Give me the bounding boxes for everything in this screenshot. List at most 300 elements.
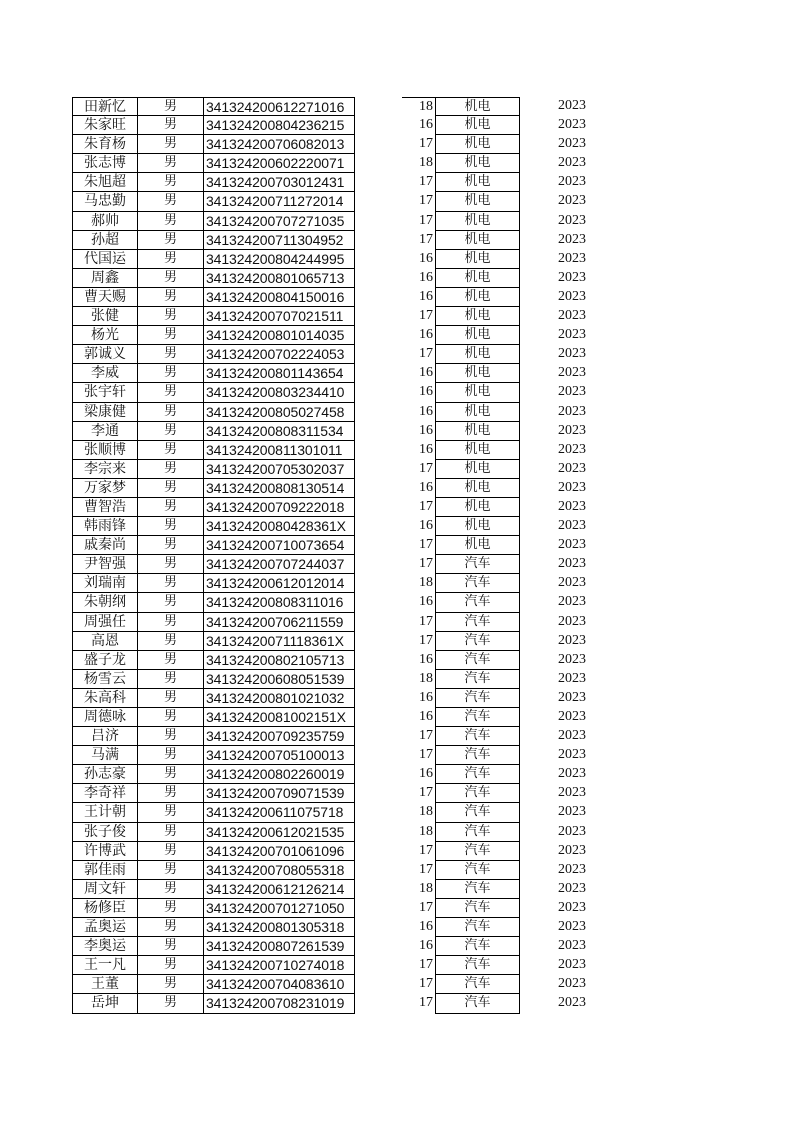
id-number-cell: 341324200811301011 — [204, 441, 355, 460]
id-number-cell: 341324200709071539 — [204, 784, 355, 803]
major-cell: 汽车 — [436, 918, 520, 937]
age-cell: 18 — [402, 154, 436, 173]
major-cell: 汽车 — [436, 613, 520, 632]
age-cell: 17 — [402, 536, 436, 555]
spacer — [355, 231, 402, 250]
age-cell: 16 — [402, 593, 436, 612]
student-name-cell: 郭佳雨 — [72, 861, 138, 880]
age-cell: 16 — [402, 918, 436, 937]
student-name-cell: 李奇祥 — [72, 784, 138, 803]
gender-cell: 男 — [138, 192, 204, 211]
student-name-cell: 张子俊 — [72, 823, 138, 842]
spacer — [355, 994, 402, 1013]
student-name-cell: 韩雨锋 — [72, 517, 138, 536]
enrollment-year-cell: 2023 — [558, 441, 586, 457]
enrollment-year-cell: 2023 — [558, 288, 586, 304]
spacer — [355, 154, 402, 173]
table-row — [72, 670, 604, 689]
age-cell: 16 — [402, 269, 436, 288]
table-row — [72, 823, 604, 842]
id-number-cell: 341324200802260019 — [204, 765, 355, 784]
student-name-cell: 岳坤 — [72, 994, 138, 1013]
enrollment-year-cell: 2023 — [558, 250, 586, 266]
enrollment-year-cell: 2023 — [558, 403, 586, 419]
spacer — [355, 727, 402, 746]
enrollment-year-cell: 2023 — [558, 498, 586, 514]
major-cell: 汽车 — [436, 899, 520, 918]
id-number-cell: 341324200612271016 — [204, 97, 355, 116]
table-row — [72, 975, 604, 994]
major-cell: 机电 — [436, 135, 520, 154]
student-name-cell: 田新忆 — [72, 97, 138, 116]
spacer — [355, 937, 402, 956]
student-name-cell: 张宇轩 — [72, 383, 138, 402]
gender-cell: 男 — [138, 135, 204, 154]
student-name-cell: 朱高科 — [72, 689, 138, 708]
spacer — [355, 288, 402, 307]
gender-cell: 男 — [138, 326, 204, 345]
age-cell: 16 — [402, 937, 436, 956]
table-row — [72, 746, 604, 765]
table-row — [72, 326, 604, 345]
spacer — [355, 116, 402, 135]
major-cell: 汽车 — [436, 632, 520, 651]
major-cell: 机电 — [436, 403, 520, 422]
id-number-cell: 341324200602220071 — [204, 154, 355, 173]
student-name-cell: 周鑫 — [72, 269, 138, 288]
id-number-cell: 341324200703012431 — [204, 173, 355, 192]
age-cell: 16 — [402, 765, 436, 784]
student-name-cell: 王一凡 — [72, 956, 138, 975]
spacer — [355, 326, 402, 345]
table-row — [72, 555, 604, 574]
student-name-cell: 朱旭超 — [72, 173, 138, 192]
major-cell: 机电 — [436, 517, 520, 536]
spacer — [355, 173, 402, 192]
spacer — [355, 651, 402, 670]
gender-cell: 男 — [138, 670, 204, 689]
enrollment-year-cell: 2023 — [558, 155, 586, 171]
gender-cell: 男 — [138, 613, 204, 632]
enrollment-year-cell: 2023 — [558, 422, 586, 438]
gender-cell: 男 — [138, 880, 204, 899]
table-row — [72, 288, 604, 307]
spacer — [355, 135, 402, 154]
id-number-cell: 341324200801021032 — [204, 689, 355, 708]
enrollment-year-cell: 2023 — [558, 919, 586, 935]
student-name-cell: 尹智强 — [72, 555, 138, 574]
table-row — [72, 765, 604, 784]
spacer — [355, 250, 402, 269]
id-number-cell: 341324200708231019 — [204, 994, 355, 1013]
id-number-cell: 341324200802105713 — [204, 651, 355, 670]
id-number-cell: 341324200710073654 — [204, 536, 355, 555]
major-cell: 汽车 — [436, 708, 520, 727]
gender-cell: 男 — [138, 383, 204, 402]
gender-cell: 男 — [138, 403, 204, 422]
id-number-cell: 341324200705100013 — [204, 746, 355, 765]
id-number-cell: 341324200804244995 — [204, 250, 355, 269]
age-cell: 17 — [402, 212, 436, 231]
id-number-cell: 341324200705302037 — [204, 460, 355, 479]
table-row — [72, 593, 604, 612]
gender-cell: 男 — [138, 517, 204, 536]
student-name-cell: 刘瑞南 — [72, 574, 138, 593]
student-name-cell: 马忠勤 — [72, 192, 138, 211]
id-number-cell: 341324200711272014 — [204, 192, 355, 211]
enrollment-year-cell: 2023 — [558, 689, 586, 705]
major-cell: 汽车 — [436, 727, 520, 746]
major-cell: 机电 — [436, 269, 520, 288]
gender-cell: 男 — [138, 231, 204, 250]
id-number-cell: 341324200709235759 — [204, 727, 355, 746]
table-row — [72, 173, 604, 192]
enrollment-year-cell: 2023 — [558, 899, 586, 915]
enrollment-year-cell: 2023 — [558, 766, 586, 782]
age-cell: 16 — [402, 708, 436, 727]
age-cell: 18 — [402, 97, 436, 116]
major-cell: 机电 — [436, 479, 520, 498]
major-cell: 汽车 — [436, 994, 520, 1013]
table-row — [72, 708, 604, 727]
major-cell: 汽车 — [436, 784, 520, 803]
table-row — [72, 861, 604, 880]
student-name-cell: 马满 — [72, 746, 138, 765]
table-row — [72, 937, 604, 956]
age-cell: 16 — [402, 364, 436, 383]
id-number-cell: 341324200706211559 — [204, 613, 355, 632]
enrollment-year-cell: 2023 — [558, 98, 586, 113]
age-cell: 17 — [402, 899, 436, 918]
major-cell: 汽车 — [436, 956, 520, 975]
gender-cell: 男 — [138, 441, 204, 460]
id-number-cell: 34132420080428361X — [204, 517, 355, 536]
enrollment-year-cell: 2023 — [558, 861, 586, 877]
enrollment-year-cell: 2023 — [558, 117, 586, 133]
major-cell: 汽车 — [436, 574, 520, 593]
major-cell: 汽车 — [436, 937, 520, 956]
enrollment-year-cell: 2023 — [558, 957, 586, 973]
gender-cell: 男 — [138, 823, 204, 842]
table-row — [72, 517, 604, 536]
student-name-cell: 杨光 — [72, 326, 138, 345]
student-name-cell: 郭诚义 — [72, 345, 138, 364]
id-number-cell: 341324200612021535 — [204, 823, 355, 842]
table-row — [72, 192, 604, 211]
id-number-cell: 341324200808311016 — [204, 593, 355, 612]
id-number-cell: 341324200808311534 — [204, 422, 355, 441]
student-name-cell: 周强任 — [72, 613, 138, 632]
id-number-cell: 341324200804150016 — [204, 288, 355, 307]
spacer — [355, 460, 402, 479]
id-number-cell: 341324200801305318 — [204, 918, 355, 937]
spacer — [355, 593, 402, 612]
table-row — [72, 632, 604, 651]
spacer — [355, 441, 402, 460]
id-number-cell: 341324200701271050 — [204, 899, 355, 918]
id-number-cell: 341324200608051539 — [204, 670, 355, 689]
student-name-cell: 王董 — [72, 975, 138, 994]
id-number-cell: 341324200611075718 — [204, 803, 355, 822]
gender-cell: 男 — [138, 956, 204, 975]
gender-cell: 男 — [138, 173, 204, 192]
age-cell: 16 — [402, 116, 436, 135]
table-row — [72, 994, 604, 1013]
gender-cell: 男 — [138, 918, 204, 937]
table-row — [72, 880, 604, 899]
age-cell: 16 — [402, 441, 436, 460]
gender-cell: 男 — [138, 708, 204, 727]
student-name-cell: 许博武 — [72, 842, 138, 861]
gender-cell: 男 — [138, 479, 204, 498]
table-row — [72, 269, 604, 288]
gender-cell: 男 — [138, 975, 204, 994]
table-row — [72, 727, 604, 746]
table-row — [72, 307, 604, 326]
major-cell: 汽车 — [436, 651, 520, 670]
age-cell: 17 — [402, 307, 436, 326]
enrollment-year-cell: 2023 — [558, 365, 586, 381]
age-cell: 16 — [402, 403, 436, 422]
table-row — [72, 460, 604, 479]
student-name-cell: 张顺博 — [72, 441, 138, 460]
table-row — [72, 918, 604, 937]
id-number-cell: 341324200701061096 — [204, 842, 355, 861]
student-name-cell: 杨修臣 — [72, 899, 138, 918]
id-number-cell: 341324200706082013 — [204, 135, 355, 154]
table-row — [72, 574, 604, 593]
table-row — [72, 803, 604, 822]
age-cell: 17 — [402, 861, 436, 880]
student-name-cell: 孙超 — [72, 231, 138, 250]
major-cell: 机电 — [436, 422, 520, 441]
gender-cell: 男 — [138, 536, 204, 555]
spacer — [355, 403, 402, 422]
gender-cell: 男 — [138, 803, 204, 822]
gender-cell: 男 — [138, 498, 204, 517]
age-cell: 17 — [402, 498, 436, 517]
table-row — [72, 345, 604, 364]
age-cell: 16 — [402, 651, 436, 670]
age-cell: 17 — [402, 460, 436, 479]
age-cell: 16 — [402, 422, 436, 441]
student-name-cell: 高恩 — [72, 632, 138, 651]
student-name-cell: 梁康健 — [72, 403, 138, 422]
age-cell: 16 — [402, 288, 436, 307]
age-cell: 17 — [402, 746, 436, 765]
spacer — [355, 861, 402, 880]
enrollment-year-cell: 2023 — [558, 785, 586, 801]
gender-cell: 男 — [138, 269, 204, 288]
age-cell: 16 — [402, 689, 436, 708]
age-cell: 17 — [402, 727, 436, 746]
spacer — [355, 689, 402, 708]
spacer — [355, 97, 402, 116]
age-cell: 16 — [402, 326, 436, 345]
spacer — [355, 823, 402, 842]
id-number-cell: 341324200707021511 — [204, 307, 355, 326]
spacer — [355, 613, 402, 632]
id-number-cell: 341324200708055318 — [204, 861, 355, 880]
spacer — [355, 269, 402, 288]
gender-cell: 男 — [138, 212, 204, 231]
gender-cell: 男 — [138, 651, 204, 670]
gender-cell: 男 — [138, 574, 204, 593]
major-cell: 汽车 — [436, 689, 520, 708]
major-cell: 机电 — [436, 498, 520, 517]
student-name-cell: 郝帅 — [72, 212, 138, 231]
id-number-cell: 341324200801065713 — [204, 269, 355, 288]
major-cell: 汽车 — [436, 670, 520, 689]
major-cell: 机电 — [436, 460, 520, 479]
table-row — [72, 422, 604, 441]
student-name-cell: 孟奥运 — [72, 918, 138, 937]
gender-cell: 男 — [138, 632, 204, 651]
table-row — [72, 97, 604, 116]
gender-cell: 男 — [138, 593, 204, 612]
id-number-cell: 341324200704083610 — [204, 975, 355, 994]
major-cell: 机电 — [436, 345, 520, 364]
id-number-cell: 341324200612012014 — [204, 574, 355, 593]
enrollment-year-cell: 2023 — [558, 327, 586, 343]
major-cell: 机电 — [436, 116, 520, 135]
table-row — [72, 498, 604, 517]
gender-cell: 男 — [138, 842, 204, 861]
enrollment-year-cell: 2023 — [558, 575, 586, 591]
major-cell: 机电 — [436, 192, 520, 211]
spacer — [355, 498, 402, 517]
enrollment-year-cell: 2023 — [558, 479, 586, 495]
id-number-cell: 341324200707271035 — [204, 212, 355, 231]
major-cell: 机电 — [436, 288, 520, 307]
spacer — [355, 192, 402, 211]
age-cell: 18 — [402, 670, 436, 689]
gender-cell: 男 — [138, 288, 204, 307]
age-cell: 17 — [402, 173, 436, 192]
major-cell: 汽车 — [436, 765, 520, 784]
id-number-cell: 341324200709222018 — [204, 498, 355, 517]
enrollment-year-cell: 2023 — [558, 747, 586, 763]
enrollment-year-cell: 2023 — [558, 823, 586, 839]
major-cell: 机电 — [436, 441, 520, 460]
age-cell: 18 — [402, 574, 436, 593]
enrollment-year-cell: 2023 — [558, 842, 586, 858]
age-cell: 17 — [402, 956, 436, 975]
age-cell: 17 — [402, 613, 436, 632]
gender-cell: 男 — [138, 727, 204, 746]
id-number-cell: 341324200710274018 — [204, 956, 355, 975]
age-cell: 17 — [402, 555, 436, 574]
gender-cell: 男 — [138, 994, 204, 1013]
major-cell: 汽车 — [436, 823, 520, 842]
gender-cell: 男 — [138, 765, 204, 784]
table-row — [72, 956, 604, 975]
enrollment-year-cell: 2023 — [558, 384, 586, 400]
gender-cell: 男 — [138, 689, 204, 708]
enrollment-year-cell: 2023 — [558, 651, 586, 667]
age-cell: 18 — [402, 823, 436, 842]
student-name-cell: 曹智浩 — [72, 498, 138, 517]
student-name-cell: 孙志豪 — [72, 765, 138, 784]
age-cell: 16 — [402, 479, 436, 498]
major-cell: 机电 — [436, 231, 520, 250]
enrollment-year-cell: 2023 — [558, 804, 586, 820]
student-name-cell: 张健 — [72, 307, 138, 326]
spacer — [355, 364, 402, 383]
id-number-cell: 341324200801143654 — [204, 364, 355, 383]
spacer — [355, 803, 402, 822]
gender-cell: 男 — [138, 555, 204, 574]
enrollment-year-cell: 2023 — [558, 670, 586, 686]
enrollment-year-cell: 2023 — [558, 995, 586, 1011]
enrollment-year-cell: 2023 — [558, 728, 586, 744]
age-cell: 18 — [402, 803, 436, 822]
spacer — [355, 956, 402, 975]
gender-cell: 男 — [138, 861, 204, 880]
table-row — [72, 689, 604, 708]
table-row — [72, 441, 604, 460]
spacer — [355, 517, 402, 536]
major-cell: 机电 — [436, 173, 520, 192]
enrollment-year-cell: 2023 — [558, 231, 586, 247]
gender-cell: 男 — [138, 899, 204, 918]
student-name-cell: 代国运 — [72, 250, 138, 269]
age-cell: 16 — [402, 383, 436, 402]
enrollment-year-cell: 2023 — [558, 976, 586, 992]
enrollment-year-cell: 2023 — [558, 269, 586, 285]
student-name-cell: 吕济 — [72, 727, 138, 746]
age-cell: 17 — [402, 231, 436, 250]
table-row — [72, 212, 604, 231]
age-cell: 17 — [402, 975, 436, 994]
enrollment-year-cell: 2023 — [558, 346, 586, 362]
spacer — [355, 899, 402, 918]
spacer — [355, 632, 402, 651]
table-row — [72, 135, 604, 154]
major-cell: 汽车 — [436, 555, 520, 574]
student-name-cell: 曹天赐 — [72, 288, 138, 307]
gender-cell: 男 — [138, 154, 204, 173]
gender-cell: 男 — [138, 97, 204, 116]
enrollment-year-cell: 2023 — [558, 537, 586, 553]
enrollment-year-cell: 2023 — [558, 709, 586, 724]
major-cell: 机电 — [436, 536, 520, 555]
student-name-cell: 朱朝纲 — [72, 593, 138, 612]
enrollment-year-cell: 2023 — [558, 938, 586, 954]
student-name-cell: 张志博 — [72, 154, 138, 173]
spacer — [355, 383, 402, 402]
major-cell: 机电 — [436, 326, 520, 345]
gender-cell: 男 — [138, 937, 204, 956]
spacer — [355, 880, 402, 899]
id-number-cell: 341324200711304952 — [204, 231, 355, 250]
table-row — [72, 899, 604, 918]
table-row — [72, 364, 604, 383]
student-name-cell: 王计朝 — [72, 803, 138, 822]
spacer — [355, 746, 402, 765]
enrollment-year-cell: 2023 — [558, 460, 586, 476]
enrollment-year-cell: 2023 — [558, 556, 586, 572]
id-number-cell: 341324200612126214 — [204, 880, 355, 899]
enrollment-year-cell: 2023 — [558, 880, 586, 896]
spacer — [355, 574, 402, 593]
major-cell: 汽车 — [436, 746, 520, 765]
spacer — [355, 479, 402, 498]
id-number-cell: 34132420081002151X — [204, 708, 355, 727]
major-cell: 汽车 — [436, 861, 520, 880]
spacer — [355, 918, 402, 937]
gender-cell: 男 — [138, 364, 204, 383]
